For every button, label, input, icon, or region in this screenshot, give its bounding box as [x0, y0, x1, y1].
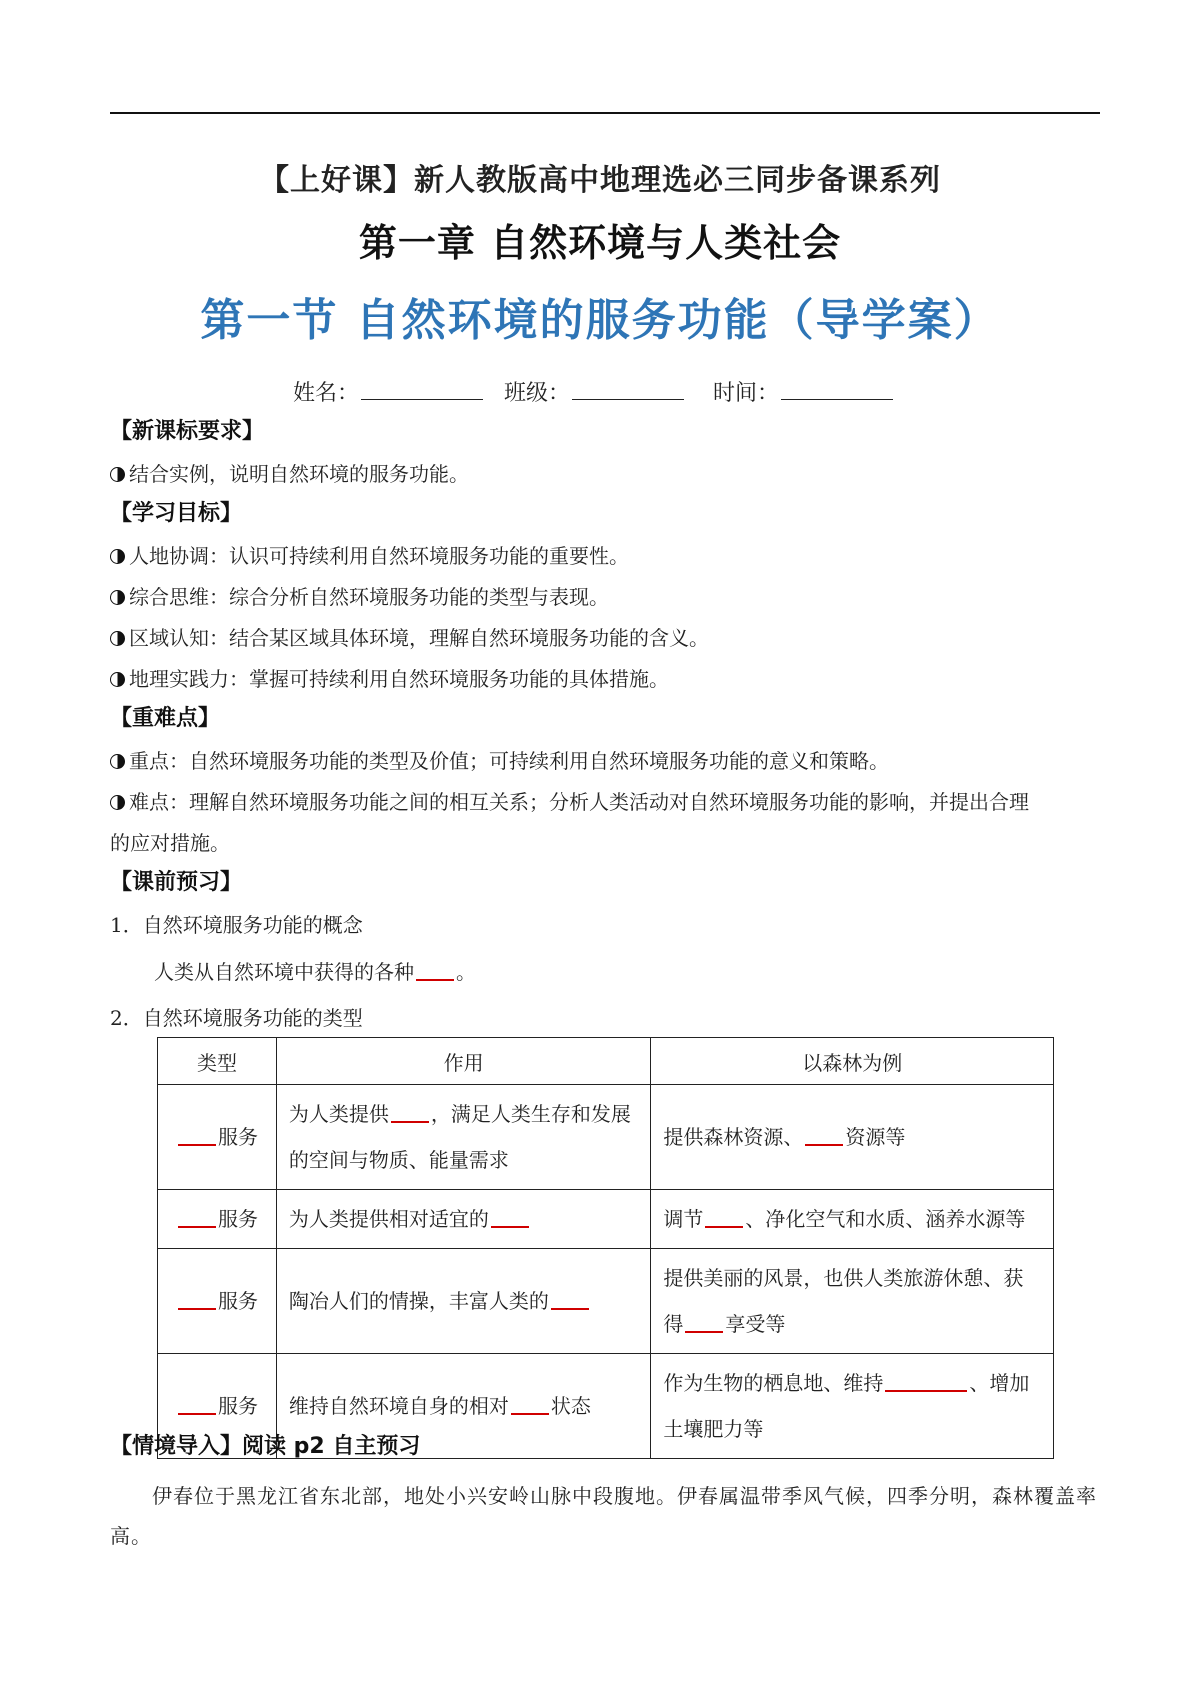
- header-rule: [110, 112, 1100, 114]
- half-filled-circle-icon: [110, 795, 125, 810]
- role-cell: [276, 1085, 651, 1190]
- forest-text: 提供森林资源、: [663, 1125, 804, 1149]
- q1-text-after: 。: [456, 960, 476, 984]
- objective-text: 区域认知：结合某区域具体环境，理解自然环境服务功能的含义。: [129, 626, 709, 650]
- half-filled-circle-icon: [110, 549, 125, 564]
- forest-text: 调节: [663, 1207, 704, 1231]
- half-filled-circle-icon: [110, 672, 125, 687]
- forest-text: 提供美丽的风景，也供人类旅游休憩、获: [663, 1266, 1024, 1290]
- forest-cell: [651, 1249, 1054, 1354]
- objective-item: [110, 542, 629, 570]
- preview-q2-title: 2．自然环境服务功能的类型: [110, 1006, 363, 1030]
- table-row: [158, 1249, 1054, 1354]
- forest-cell: [651, 1085, 1054, 1190]
- objective-text: 综合思维：综合分析自然环境服务功能的类型与表现。: [129, 585, 609, 609]
- objective-text: 地理实践力：掌握可持续利用自然环境服务功能的具体措施。: [129, 667, 669, 691]
- half-filled-circle-icon: [110, 590, 125, 605]
- answer-blank[interactable]: [178, 1288, 216, 1310]
- table-header-cell: 作用: [276, 1038, 651, 1085]
- answer-blank[interactable]: [705, 1206, 743, 1228]
- key-point-text: 重点：自然环境服务功能的类型及价值；可持续利用自然环境服务功能的意义和策略。: [129, 749, 889, 773]
- curriculum-text: 结合实例，说明自然环境的服务功能。: [129, 462, 469, 486]
- type-cell: [158, 1085, 277, 1190]
- role-text: 状态: [550, 1394, 591, 1418]
- time-field[interactable]: [781, 377, 893, 400]
- role-text: 的空间与物质、能量需求: [288, 1148, 509, 1172]
- curriculum-heading: 【新课标要求】: [110, 419, 265, 444]
- preview-q1-title: 1．自然环境服务功能的概念: [110, 913, 363, 937]
- forest-text: 享受等: [725, 1312, 786, 1336]
- answer-blank[interactable]: [491, 1206, 529, 1228]
- preview-heading: 【课前预习】: [110, 870, 243, 895]
- class-field[interactable]: [572, 377, 684, 400]
- service-types-table: [157, 1037, 1054, 1459]
- objective-item: [110, 665, 669, 693]
- type-cell: [158, 1190, 277, 1249]
- forest-text: 作为生物的栖息地、维持: [663, 1371, 884, 1395]
- answer-blank[interactable]: [551, 1288, 589, 1310]
- service-suffix: 服务: [217, 1125, 258, 1149]
- answer-blank[interactable]: [885, 1370, 967, 1392]
- key-points-heading: 【重难点】: [110, 706, 221, 731]
- key-point-item: [110, 747, 889, 775]
- table-row: [158, 1190, 1054, 1249]
- q1-text-before: 人类从自然环境中获得的各种: [154, 960, 414, 984]
- table-header-row: [158, 1038, 1054, 1085]
- objective-item: [110, 583, 609, 611]
- student-info-row: [0, 376, 1200, 407]
- service-suffix: 服务: [217, 1289, 258, 1313]
- scenario-heading: 【情境导入】阅读 p2 自主预习: [110, 1434, 421, 1459]
- answer-blank[interactable]: [511, 1393, 549, 1415]
- forest-cell: [651, 1190, 1054, 1249]
- preview-q1-text: [154, 958, 476, 986]
- service-suffix: 服务: [217, 1394, 258, 1418]
- time-label: 时间：: [713, 381, 780, 406]
- scenario-paragraph: 伊春位于黑龙江省东北部，地处小兴安岭山脉中段腹地。伊春属温带季风气候，四季分明，森林覆盖率高。: [110, 1484, 1097, 1548]
- answer-blank[interactable]: [391, 1101, 429, 1123]
- role-text: 陶冶人们的情操，丰富人类的: [288, 1289, 549, 1313]
- forest-cell: [651, 1354, 1054, 1459]
- answer-blank[interactable]: [685, 1311, 723, 1333]
- forest-text: 、增加: [969, 1371, 1030, 1395]
- objective-text: 人地协调：认识可持续利用自然环境服务功能的重要性。: [129, 544, 629, 568]
- table-header-cell: 以森林为例: [651, 1038, 1054, 1085]
- forest-text: 得: [663, 1312, 684, 1336]
- class-label: 班级：: [503, 381, 570, 406]
- answer-blank[interactable]: [178, 1124, 216, 1146]
- key-point-item: [110, 788, 1029, 816]
- key-point-text: 难点：理解自然环境服务功能之间的相互关系；分析人类活动对自然环境服务功能的影响，并提出合理: [129, 790, 1029, 814]
- section-title: 第一节 自然环境的服务功能（导学案）: [200, 295, 1000, 346]
- half-filled-circle-icon: [110, 631, 125, 646]
- role-text: 维持自然环境自身的相对: [288, 1394, 509, 1418]
- table-header-cell: 类型: [158, 1038, 277, 1085]
- half-filled-circle-icon: [110, 754, 125, 769]
- type-cell: [158, 1249, 277, 1354]
- role-cell: [276, 1249, 651, 1354]
- forest-text: 土壤肥力等: [663, 1417, 764, 1441]
- answer-blank[interactable]: [805, 1124, 843, 1146]
- role-text: ，满足人类生存和发展: [430, 1102, 631, 1126]
- table-row: [158, 1085, 1054, 1190]
- curriculum-item: [110, 460, 469, 488]
- half-filled-circle-icon: [110, 467, 125, 482]
- answer-blank[interactable]: [178, 1206, 216, 1228]
- role-text: 为人类提供相对适宜的: [288, 1207, 489, 1231]
- objectives-heading: 【学习目标】: [110, 501, 243, 526]
- answer-blank[interactable]: [416, 959, 454, 981]
- answer-blank[interactable]: [178, 1393, 216, 1415]
- series-title: 【上好课】新人教版高中地理选必三同步备课系列: [259, 163, 941, 198]
- chapter-title: 第一章 自然环境与人类社会: [358, 221, 842, 265]
- name-field[interactable]: [361, 377, 483, 400]
- service-suffix: 服务: [217, 1207, 258, 1231]
- forest-text: 资源等: [845, 1125, 906, 1149]
- role-cell: [276, 1190, 651, 1249]
- objective-item: [110, 624, 709, 652]
- role-text: 为人类提供: [288, 1102, 389, 1126]
- name-label: 姓名：: [292, 381, 359, 406]
- forest-text: 、净化空气和水质、涵养水源等: [745, 1207, 1026, 1231]
- key-point-continuation: 的应对措施。: [110, 831, 230, 855]
